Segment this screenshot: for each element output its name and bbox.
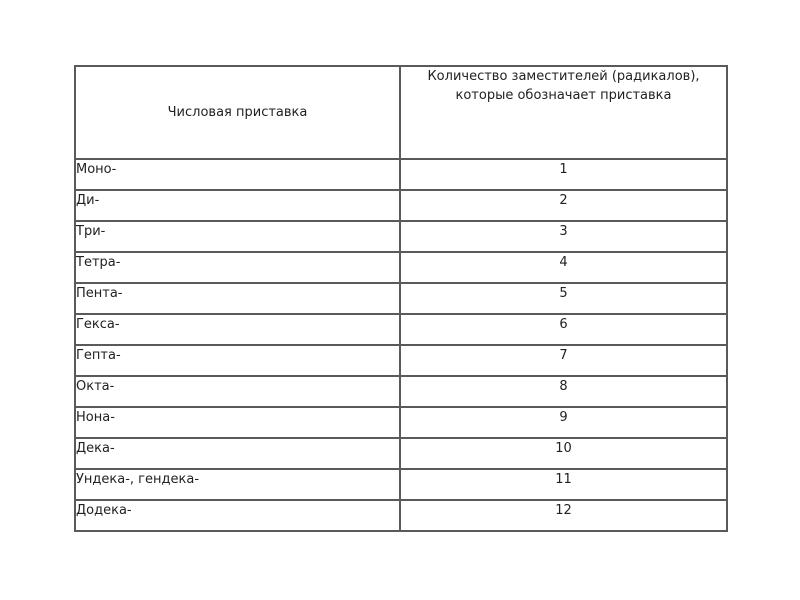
table-row — [75, 252, 727, 283]
table-row — [75, 314, 727, 345]
table-row — [75, 500, 727, 531]
table-row — [75, 407, 727, 438]
cell-prefix: Гепта- — [75, 345, 400, 376]
table-row — [75, 469, 727, 500]
cell-count: 1 — [400, 159, 727, 190]
cell-count: 2 — [400, 190, 727, 221]
cell-count: 11 — [400, 469, 727, 500]
header-count — [400, 66, 727, 159]
cell-count: 4 — [400, 252, 727, 283]
cell-count: 3 — [400, 221, 727, 252]
table-row — [75, 438, 727, 469]
cell-prefix: Додека- — [75, 500, 400, 531]
cell-prefix: Окта- — [75, 376, 400, 407]
table-row — [75, 345, 727, 376]
cell-prefix: Пента- — [75, 283, 400, 314]
table-header-row — [75, 66, 727, 159]
cell-count: 7 — [400, 345, 727, 376]
header-count-line2: которые обозначает приставка — [455, 88, 672, 103]
header-prefix: Числовая приставка — [75, 66, 400, 159]
cell-prefix: Три- — [75, 221, 400, 252]
numeric-prefix-table — [74, 65, 728, 532]
cell-count: 10 — [400, 438, 727, 469]
table-row — [75, 376, 727, 407]
cell-prefix: Ди- — [75, 190, 400, 221]
table-row — [75, 190, 727, 221]
cell-prefix: Дека- — [75, 438, 400, 469]
table-row — [75, 283, 727, 314]
cell-count: 9 — [400, 407, 727, 438]
cell-prefix: Гекса- — [75, 314, 400, 345]
table-row — [75, 159, 727, 190]
cell-prefix: Тетра- — [75, 252, 400, 283]
cell-count: 12 — [400, 500, 727, 531]
table-body — [75, 159, 727, 531]
table-row — [75, 221, 727, 252]
header-count-line1: Количество заместителей (радикалов), — [427, 69, 700, 84]
cell-count: 5 — [400, 283, 727, 314]
cell-prefix: Ундека-, гендека- — [75, 469, 400, 500]
cell-count: 6 — [400, 314, 727, 345]
cell-prefix: Нона- — [75, 407, 400, 438]
cell-count: 8 — [400, 376, 727, 407]
cell-prefix: Моно- — [75, 159, 400, 190]
